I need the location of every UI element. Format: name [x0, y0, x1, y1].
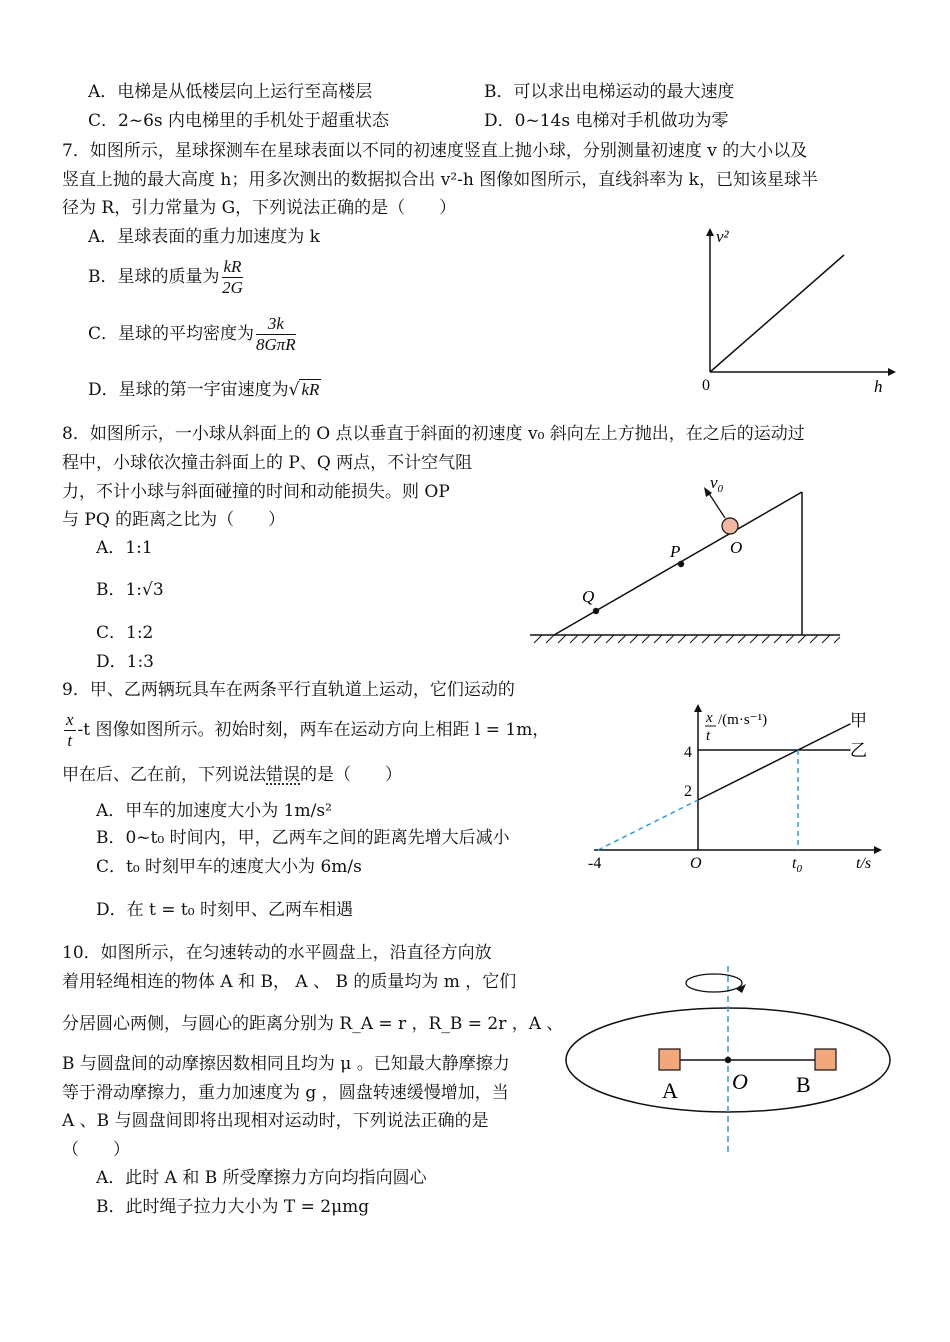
q7-v2-h-graph — [690, 222, 900, 397]
q10-center-point — [725, 1057, 731, 1063]
q7-option-b — [88, 254, 245, 300]
q9-tick-neg4: -4 — [588, 855, 602, 872]
q8-point-q — [593, 608, 599, 614]
q9-stem-emphasis: 错误 — [266, 765, 300, 785]
q10-option-b: B．此时绳子拉力大小为 T = 2μmg — [96, 1197, 370, 1217]
q7-option-c-den: 8GπR — [256, 335, 296, 354]
q7-option-c-fraction — [256, 314, 296, 355]
q8-stem-line2: 程中，小球依次撞击斜面上的 P、Q 两点，不计空气阻 — [62, 453, 473, 473]
q7-stem-line1: 7．如图所示，星球探测车在星球表面以不同的初速度竖直上抛小球，分别测量初速度 v 的大小以及 — [62, 141, 808, 161]
q9-stem-line3-pre: 甲在后、乙在前，下列说法 — [62, 765, 266, 785]
q10-stem-line5: 等于滑动摩擦力，重力加速度为 g ，圆盘转速缓慢增加，当 — [62, 1083, 509, 1103]
q8-point-p — [678, 561, 684, 567]
q7-option-d-text: D．星球的第一宇宙速度为 — [88, 380, 289, 400]
q8-point-q-label: Q — [582, 587, 595, 606]
q10-label-o: O — [732, 1069, 748, 1094]
q9-tick-4: 4 — [684, 744, 692, 761]
q7-option-b-den: 2G — [222, 278, 243, 297]
q9-series-jia-extension — [598, 800, 698, 850]
q9-series-jia-line — [698, 724, 851, 800]
q10-rotation-arrow — [686, 974, 742, 992]
q9-y-label-num: x — [706, 710, 713, 726]
q10-stem-line2: 着用轻绳相连的物体 A 和 B， A 、 B 的质量均为 m ，它们 — [62, 972, 517, 992]
q8-stem-line1: 8．如图所示，一小球从斜面上的 O 点以垂直于斜面的初速度 v₀ 斜向左上方抛出，在之后的运动过 — [62, 424, 805, 444]
q9-option-b: B．0~t₀ 时间内，甲，乙两车之间的距离先增大后减小 — [96, 828, 510, 848]
q9-x-label: t/s — [856, 855, 872, 872]
q9-stem-line2-rest: -t 图像如图所示。初始时刻，两车在运动方向上相距 l = 1m， — [77, 720, 550, 740]
q7-option-c — [88, 311, 298, 357]
q10-stem-line6: A 、B 与圆盘间即将出现相对运动时，下列说法正确的是 — [62, 1111, 489, 1131]
q7-y-label: v² — [716, 227, 729, 246]
q9-tick-2: 2 — [684, 783, 692, 800]
q9-series-yi-label: 乙 — [850, 741, 867, 760]
q10-turntable-figure — [560, 962, 900, 1162]
q9-stem-line1: 9．甲、乙两辆玩具车在两条平行直轨道上运动，它们运动的 — [62, 680, 515, 700]
q9-xt-t-graph — [584, 700, 894, 880]
q6-option-c: C．2~6s 内电梯里的手机处于超重状态 — [88, 111, 390, 131]
q8-point-p-label: P — [670, 542, 681, 561]
q7-option-c-text: C．星球的平均密度为 — [88, 324, 255, 344]
q8-option-d: D．1:3 — [96, 652, 154, 672]
q8-ball — [722, 518, 738, 534]
q6-option-d: D．0~14s 电梯对手机做功为零 — [484, 111, 729, 131]
q9-chart-marks — [598, 724, 851, 850]
q9-stem-fraction — [64, 710, 76, 751]
q10-option-a: A．此时 A 和 B 所受摩擦力方向均指向圆心 — [96, 1168, 427, 1188]
q8-velocity-arrow — [708, 492, 725, 518]
q7-fit-line — [710, 255, 844, 372]
q7-option-b-num: kR — [223, 257, 242, 276]
q7-option-a: A．星球表面的重力加速度为 k — [88, 227, 320, 247]
q9-stem-frac-den: t — [67, 731, 73, 750]
q7-stem-line3: 径为 R，引力常量为 G，下列说法正确的是（ ） — [62, 198, 457, 218]
q7-option-b-text: B．星球的质量为 — [88, 267, 220, 287]
q7-stem-line2: 竖直上抛的最大高度 h；用多次测出的数据拟合出 v²-h 图像如图所示，直线斜率为 k，已知该星球半 — [62, 170, 818, 190]
q7-option-d: D．星球的第一宇宙速度为√ kR — [88, 380, 320, 400]
q8-option-a: A．1:1 — [96, 538, 153, 558]
q9-t-axis-arrow — [874, 846, 882, 854]
q9-y-axis-arrow — [694, 704, 702, 712]
q10-label-b: B — [796, 1072, 811, 1097]
q7-origin-label: 0 — [702, 377, 710, 394]
q7-option-d-radicand: kR — [301, 380, 320, 399]
q7-h-axis-arrow — [888, 368, 896, 376]
q9-stem-line3-post: 的是（ ） — [300, 765, 402, 785]
q10-block-b — [815, 1049, 836, 1070]
q9-option-d: D．在 t = t₀ 时刻甲、乙两车相遇 — [96, 900, 353, 920]
q8-stem-line4: 与 PQ 的距离之比为（ ） — [62, 510, 286, 530]
q9-stem-line3 — [62, 763, 402, 787]
q9-origin-label: O — [690, 855, 702, 872]
q9-option-a: A．甲车的加速度大小为 1m/s² — [96, 801, 332, 821]
q6-option-a: A．电梯是从低楼层向上运行至高楼层 — [88, 82, 373, 102]
q8-point-o-label: O — [730, 538, 743, 557]
q8-incline-figure — [520, 465, 850, 650]
q8-stem-line3: 力，不计小球与斜面碰撞的时间和动能损失。则 OP — [62, 482, 450, 502]
q10-stem-line7: （ ） — [62, 1140, 130, 1160]
q8-ground-hatch — [534, 635, 840, 643]
q9-stem-frac-num: x — [66, 710, 74, 729]
q9-option-c: C．t₀ 时刻甲车的速度大小为 6m/s — [96, 857, 362, 877]
q7-x-label: h — [874, 377, 883, 396]
q10-label-a: A — [662, 1078, 678, 1103]
q7-v2-axis-arrow — [706, 228, 714, 236]
q9-y-label-unit: /(m·s⁻¹) — [718, 712, 768, 728]
q6-option-b: B．可以求出电梯运动的最大速度 — [484, 82, 735, 102]
q8-option-c: C．1:2 — [96, 623, 154, 643]
q9-t0-label: $t_0$ — [792, 855, 802, 875]
q10-block-a — [659, 1049, 680, 1070]
q10-stem-line3: 分居圆心两侧，与圆心的距离分别为 R_A = r ，R_B = 2r ，A 、 — [62, 1014, 564, 1034]
q9-stem-line2 — [62, 708, 549, 752]
q8-option-b: B．1:√3 — [96, 580, 164, 600]
q9-y-label-den: t — [706, 728, 711, 744]
q10-stem-line4: B 与圆盘间的动摩擦因数相同且均为 μ 。已知最大静摩擦力 — [62, 1054, 510, 1074]
q7-option-b-fraction — [222, 257, 244, 298]
q7-option-c-num: 3k — [256, 314, 296, 335]
q8-v0-label: $v_0$ — [710, 473, 724, 495]
q10-stem-line1: 10．如图所示，在匀速转动的水平圆盘上，沿直径方向放 — [62, 943, 492, 963]
q9-series-jia-label: 甲 — [850, 711, 867, 730]
